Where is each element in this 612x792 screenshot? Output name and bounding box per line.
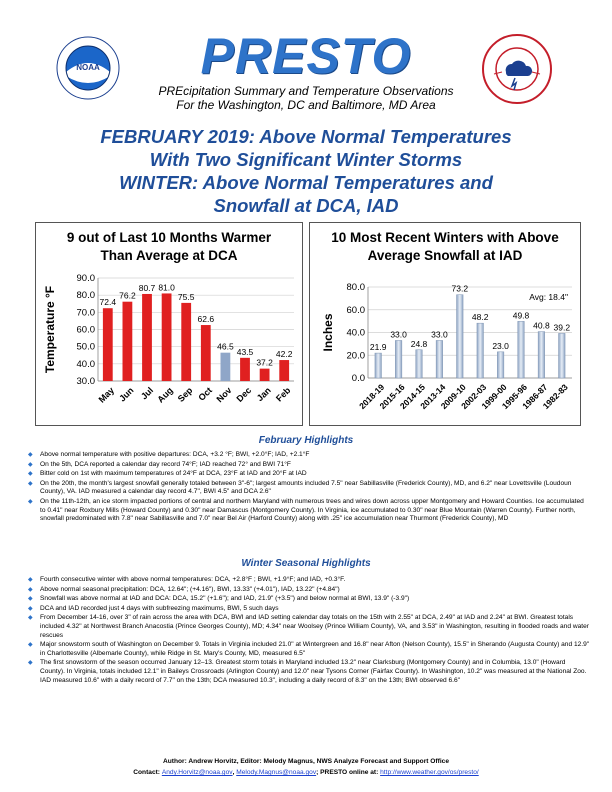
bar-value-label: 72.4 xyxy=(99,297,117,308)
chart1-plot xyxy=(36,223,302,425)
presto-title: PRESTO xyxy=(200,28,412,84)
y-tick-label: 0.0 xyxy=(351,373,365,384)
bar-value-label: 40.8 xyxy=(533,320,550,331)
bullet-icon: ◆ xyxy=(28,596,33,603)
winter-item xyxy=(28,659,590,685)
dca-temperature-chart xyxy=(35,222,303,426)
x-tick-label: 2018-19 xyxy=(357,381,387,412)
winter-item-text: Above normal seasonal precipitation: DCA, 12.64"; (+4.16"), BWI, 13.33" (+4.01"), IAD, 13.22" (+4.84") xyxy=(40,585,340,593)
bar xyxy=(260,369,270,381)
y-tick-label: 60.0 xyxy=(346,304,365,316)
bar xyxy=(559,333,566,378)
bar xyxy=(457,295,464,378)
bar-value-label: 24.8 xyxy=(410,338,428,349)
headline-line3: WINTER: Above Normal Temperatures and xyxy=(119,172,493,193)
x-tick-label: Dec xyxy=(234,385,254,404)
february-item xyxy=(28,470,590,479)
subtitle-line2: For the Washington, DC and Baltimore, MD Area xyxy=(176,98,436,112)
x-tick-label: 1982-83 xyxy=(540,381,570,412)
february-highlights-list xyxy=(28,451,590,525)
subtitle-line1: PREcipitation Summary and Temperature Observations xyxy=(158,84,454,98)
bar-value-label: 39.2 xyxy=(553,322,571,333)
bar-value-label: 75.5 xyxy=(177,291,195,302)
x-tick-label: 2014-15 xyxy=(397,381,428,412)
chart2-plot xyxy=(310,223,580,425)
bar xyxy=(416,350,423,378)
footer-contact xyxy=(0,769,612,776)
bar xyxy=(142,294,152,381)
bar xyxy=(221,353,231,381)
iad-snowfall-chart xyxy=(309,222,581,426)
winter-item xyxy=(28,641,590,658)
contact-prefix: Contact: xyxy=(133,769,162,776)
x-tick-label: Jun xyxy=(117,385,136,404)
bullet-icon: ◆ xyxy=(28,577,33,583)
bar-value-label: 81.0 xyxy=(158,282,175,293)
y-tick-label: 30.0 xyxy=(76,376,95,387)
bar xyxy=(201,325,211,381)
bullet-icon: ◆ xyxy=(28,471,33,478)
headline-line4: Snowfall at DCA, IAD xyxy=(213,195,399,216)
february-item xyxy=(28,461,590,470)
february-item-text: On the 11th-12th, an ice storm impacted portions of central and northern Maryland with numerous trees and wires down across upper Montgomery and Howard Counties. Ice accumulated to 0.41" near Roxbury Mills (Howard County) and 0.30" near Damascus (Montgomery County). In Virginia, ice accumulated to 0.30" near Blue Mountain (Warren County). Further north, snowfall predominated with 7.8" near Sabillasville and 7.0" near Bel Air (Harford County) along with .25" ice accumulation near Thurmont (Frederick County), MD xyxy=(40,497,584,523)
bar-value-label: 37.2 xyxy=(256,357,273,368)
x-tick-label: 1995-96 xyxy=(499,381,530,412)
february-item xyxy=(28,498,590,524)
bar xyxy=(375,353,382,378)
bullet-icon: ◆ xyxy=(28,660,33,667)
online-prefix: ; PRESTO online at: xyxy=(316,769,381,776)
x-tick-label: 1986-87 xyxy=(520,381,550,412)
winter-item xyxy=(28,595,590,604)
winter-item-text: Snowfall was above normal at IAD and DCA: DCA, 15.2" (+1.6"); and IAD, 21.9" (+3.5") and below normal at BWI, 13.9" (-3.9") xyxy=(40,595,410,603)
bar-value-label: 23.0 xyxy=(492,340,509,351)
bar xyxy=(538,332,545,378)
email-link-horvitz[interactable]: Andy.Horvitz@noaa.gov xyxy=(161,769,233,776)
y-tick-label: 80.0 xyxy=(346,282,365,293)
winter-item xyxy=(28,576,590,585)
x-tick-label: 2013-14 xyxy=(418,381,448,412)
bar xyxy=(395,340,402,378)
bullet-icon: ◆ xyxy=(28,586,33,593)
bar xyxy=(123,302,133,381)
february-item xyxy=(28,451,590,460)
bar-value-label: 76.2 xyxy=(119,290,136,301)
winter-item-text: DCA and IAD recorded just 4 days with subfreezing maximums, BWI, 5 such days xyxy=(40,604,279,612)
headline-line1: FEBRUARY 2019: Above Normal Temperatures xyxy=(100,126,512,147)
february-item-text: Bitter cold on 1st with maximum temperatures of 24°F at DCA, 23°F at IAD and 20°F at IAD xyxy=(40,470,307,478)
bar-value-label: 46.5 xyxy=(217,341,234,352)
y-tick-label: 40.0 xyxy=(76,358,95,370)
bar xyxy=(518,321,525,378)
winter-item-text: From December 14-16, over 3" of rain across the area with DCA, BWI and IAD setting calendar day totals on the 15th with 2.55" at DCA, 2.49" at IAD and 2.24" at BWI. Greatest totals included 4.32" at Northwest Branch Anacostia (Prince Georges County), MD; 4.34" near Woolsey (Prince William County), VA, and 3.53" in Washington, resulting in flooded roads and water rescues xyxy=(40,614,589,639)
bar-value-label: 33.0 xyxy=(431,329,448,340)
bar-value-label: 42.2 xyxy=(275,349,293,360)
bar-value-label: 43.5 xyxy=(236,346,254,357)
y-tick-label: 70.0 xyxy=(76,307,95,319)
x-tick-label: 1999-00 xyxy=(479,381,509,412)
x-tick-label: Aug xyxy=(155,385,175,405)
y-tick-label: 60.0 xyxy=(76,324,95,336)
x-tick-label: Nov xyxy=(214,385,234,405)
bar xyxy=(103,308,113,381)
headline-line2: With Two Significant Winter Storms xyxy=(149,149,463,170)
bar-value-label: 48.2 xyxy=(471,312,489,323)
bar xyxy=(181,303,191,381)
bar xyxy=(279,360,289,381)
x-tick-label: Jan xyxy=(254,385,273,404)
chart2-title: 10 Most Recent Winters with Above Average Snowfall at IAD xyxy=(331,230,559,263)
x-tick-label: Sep xyxy=(175,385,195,404)
x-tick-label: May xyxy=(96,385,117,405)
winter-item xyxy=(28,586,590,595)
bar xyxy=(477,323,484,378)
february-item-text: Above normal temperature with positive departures: DCA, +3.2 °F; BWI, +2.0°F; IAD, +2.1°F xyxy=(40,451,310,458)
x-tick-label: 2009-10 xyxy=(438,381,468,412)
y-tick-label: 20.0 xyxy=(346,350,365,362)
bar-value-label: 33.0 xyxy=(390,329,407,340)
bar xyxy=(497,352,504,378)
y-axis-label: Inches xyxy=(321,313,335,352)
winter-item-text: Fourth consecutive winter with above normal temperatures: DCA, +2.8°F ; BWI, +1.9°F; and IAD, +0.3°F. xyxy=(40,576,346,583)
average-annotation: Avg: 18.4" xyxy=(529,292,568,302)
winter-highlights-title: Winter Seasonal Highlights xyxy=(241,558,371,569)
bar-value-label: 80.7 xyxy=(138,282,156,293)
x-tick-label: Feb xyxy=(274,385,293,404)
x-tick-label: Jul xyxy=(138,385,156,402)
bullet-icon: ◆ xyxy=(28,642,33,649)
bullet-icon: ◆ xyxy=(28,480,33,487)
footer-author: Author: Andrew Horvitz, Editor: Melody Magnus, NWS Analyze Forecast and Support Office xyxy=(163,758,449,765)
chart1-title: 9 out of Last 10 Months Warmer Than Average at DCA xyxy=(66,230,272,263)
y-axis-label: Temperature °F xyxy=(43,285,57,374)
february-highlights-title: February Highlights xyxy=(258,435,354,446)
noaa-logo-text: NOAA xyxy=(76,63,100,72)
email-link-magnus[interactable]: Melody.Magnus@noaa.gov xyxy=(236,769,317,776)
bar-value-label: 73.2 xyxy=(451,283,469,294)
bar-value-label: 62.6 xyxy=(197,314,215,325)
winter-item-text: Major snowstorm south of Washington on December 9. Totals in Virginia included 21.0" at Wintergreen and 16.8" near Afton (Nelson County), 15.5" in Sherando (Augusta County) and 12.9" in Charlottesville (Albemarle County), while Ridge in St. Mary's County, MD, measured 6.5" xyxy=(40,641,590,657)
february-item-text: On the 5th, DCA reported a calendar day record 74°F; IAD reached 72° and BWI 71°F xyxy=(40,460,291,468)
x-tick-label: 2015-16 xyxy=(377,381,407,412)
email-separator: , xyxy=(232,769,237,776)
bullet-icon: ◆ xyxy=(28,615,33,622)
y-tick-label: 40.0 xyxy=(346,327,365,339)
bar xyxy=(436,340,443,378)
bullet-icon: ◆ xyxy=(28,605,33,612)
y-tick-label: 80.0 xyxy=(76,290,95,302)
winter-item-text: The first snowstorm of the season occurred January 12–13. Greatest storm totals in Maryland included 13.2" near Clarksburg (Montgomery County) and in Columbia, 13.0" (Howard County). In Virginia, totals included 12.1" in Baileys Crossroads (Arlington County) and 12.0" near Tysons Corner (Fairfax County). In Washington, 10.2" was measured at the National Zoo. IAD measured 10.6" with a daily record of 7.7" on the 13th; DCA measured 10.3", including a daily record of 8.3" on the 13th; BWI observed 6.6" xyxy=(40,659,587,684)
bar xyxy=(240,358,250,381)
bullet-icon: ◆ xyxy=(28,498,33,505)
february-item-text: On the 20th, the month's largest snowfall generally totaled between 3"-6"; largest amounts included 7.5" near Sabillasville (Frederick County), MD, and 6.2" near Lovettsville (Loudoun County), VA. IAD measured a calendar day record 4.7", BWI 4.5" and DCA 2.6" xyxy=(40,479,572,496)
x-tick-label: Oct xyxy=(196,385,215,403)
y-tick-label: 90.0 xyxy=(76,273,95,284)
winter-item xyxy=(28,605,590,614)
presto-url-link[interactable]: http://www.weather.gov/os/presto/ xyxy=(380,769,479,776)
bar xyxy=(162,293,172,381)
winter-highlights-list xyxy=(28,576,590,686)
bullet-icon: ◆ xyxy=(28,452,33,458)
bar-value-label: 49.8 xyxy=(512,310,530,321)
winter-item xyxy=(28,614,590,640)
february-item xyxy=(28,480,590,497)
bar-value-label: 21.9 xyxy=(369,342,387,353)
bullet-icon: ◆ xyxy=(28,461,33,468)
x-tick-label: 2002-03 xyxy=(459,381,489,412)
y-tick-label: 50.0 xyxy=(76,341,95,353)
